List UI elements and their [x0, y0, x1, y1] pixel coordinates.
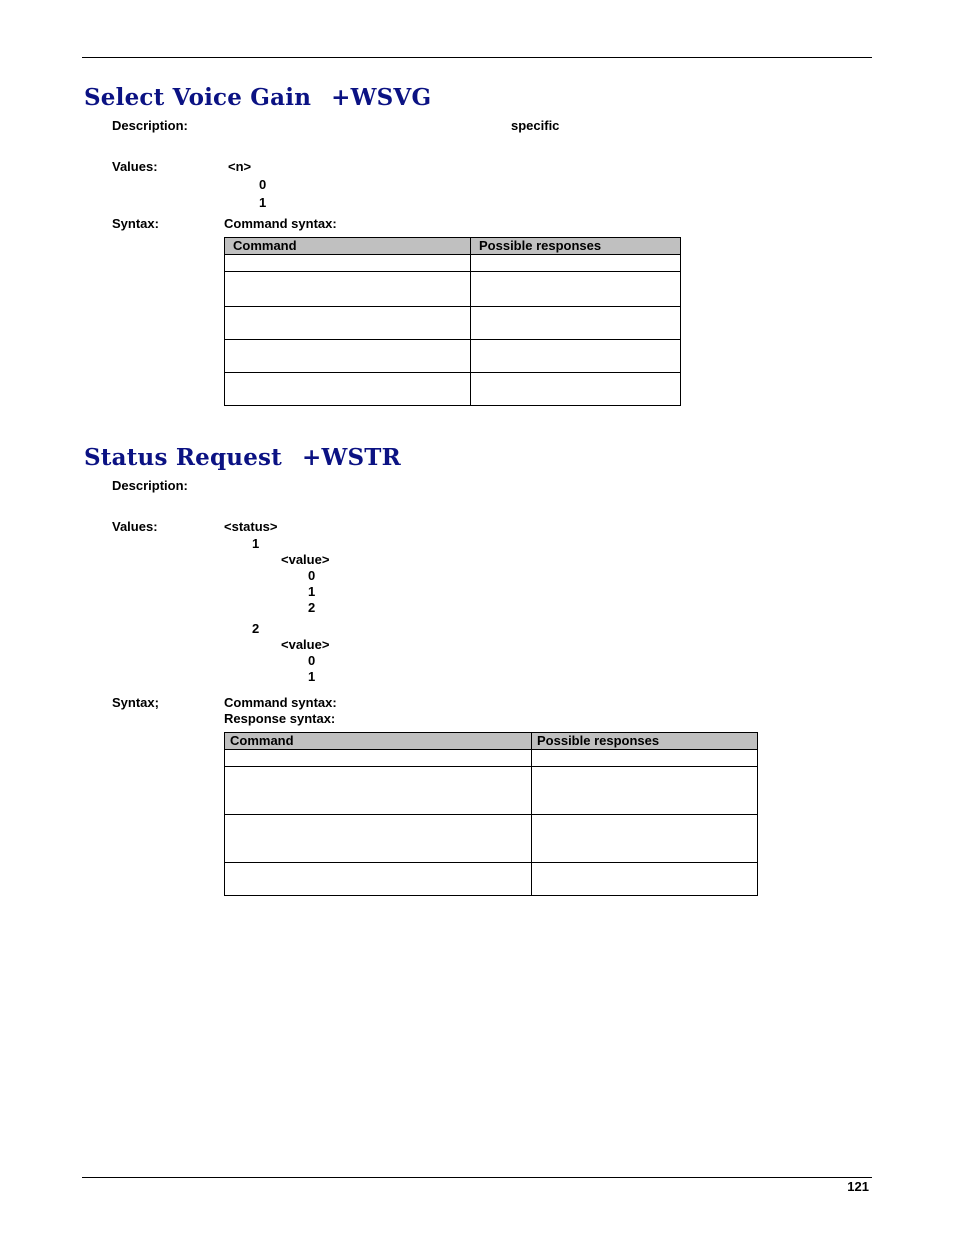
values-label: Values: — [112, 159, 158, 174]
table-cell — [532, 815, 758, 863]
header-rule — [82, 57, 872, 58]
table-cell — [225, 373, 471, 406]
section-title-wstr — [84, 444, 401, 471]
table-row — [225, 373, 681, 406]
table-row — [225, 815, 758, 863]
table-header-row — [225, 733, 758, 750]
table-cell — [225, 767, 532, 815]
table-row — [225, 340, 681, 373]
table-cell — [532, 863, 758, 896]
description-text: specific — [511, 118, 560, 133]
command-syntax-label: Command syntax: — [224, 216, 337, 231]
table-cell — [471, 373, 681, 406]
table-header-row — [225, 238, 681, 255]
column-header-responses: Possible responses — [532, 733, 758, 750]
value-item: 0 — [259, 177, 267, 192]
value-item: 1 — [308, 669, 316, 684]
table-cell — [225, 340, 471, 373]
column-header-command: Command — [225, 733, 532, 750]
syntax-label: Syntax: — [112, 216, 159, 231]
value-item: 2 — [308, 600, 316, 615]
column-header-command: Command — [225, 238, 471, 255]
values-param: <status> — [224, 519, 278, 534]
table-row — [225, 272, 681, 307]
table-cell — [532, 750, 758, 767]
value-item: 1 — [259, 195, 267, 210]
value-item: 1 — [308, 584, 316, 599]
table-cell — [225, 863, 532, 896]
table-cell — [471, 307, 681, 340]
values-param: <n> — [228, 159, 252, 174]
command-syntax-label: Command syntax: — [224, 695, 337, 710]
table-cell — [471, 255, 681, 272]
table-row — [225, 767, 758, 815]
table-cell — [532, 767, 758, 815]
page-number: 121 — [847, 1179, 869, 1194]
table-cell — [225, 750, 532, 767]
footer-rule — [82, 1177, 872, 1178]
table-cell — [225, 815, 532, 863]
description-label: Description: — [112, 118, 188, 133]
syntax-table — [224, 237, 681, 406]
table-cell — [225, 255, 471, 272]
table-row — [225, 255, 681, 272]
column-header-responses: Possible responses — [471, 238, 681, 255]
table-cell — [225, 307, 471, 340]
table-cell — [471, 340, 681, 373]
values-label: Values: — [112, 519, 158, 534]
section-title-wsvg — [84, 84, 431, 111]
section-command: +WSTR — [302, 444, 401, 471]
response-syntax-label: Response syntax: — [224, 711, 336, 726]
syntax-label: Syntax; — [112, 695, 159, 710]
table-cell — [471, 272, 681, 307]
value-item: 0 — [308, 568, 316, 583]
section-command: +WSVG — [331, 84, 432, 111]
description-label: Description: — [112, 478, 188, 493]
table-row — [225, 750, 758, 767]
value-item: 0 — [308, 653, 316, 668]
table-row — [225, 863, 758, 896]
value-param: <value> — [281, 552, 330, 567]
value-param: <value> — [281, 637, 330, 652]
section-title-text: Status Request — [84, 444, 282, 471]
status-item: 2 — [252, 621, 260, 636]
table-cell — [225, 272, 471, 307]
status-item: 1 — [252, 536, 260, 551]
syntax-table — [224, 732, 758, 896]
table-row — [225, 307, 681, 340]
section-title-text: Select Voice Gain — [84, 84, 312, 111]
